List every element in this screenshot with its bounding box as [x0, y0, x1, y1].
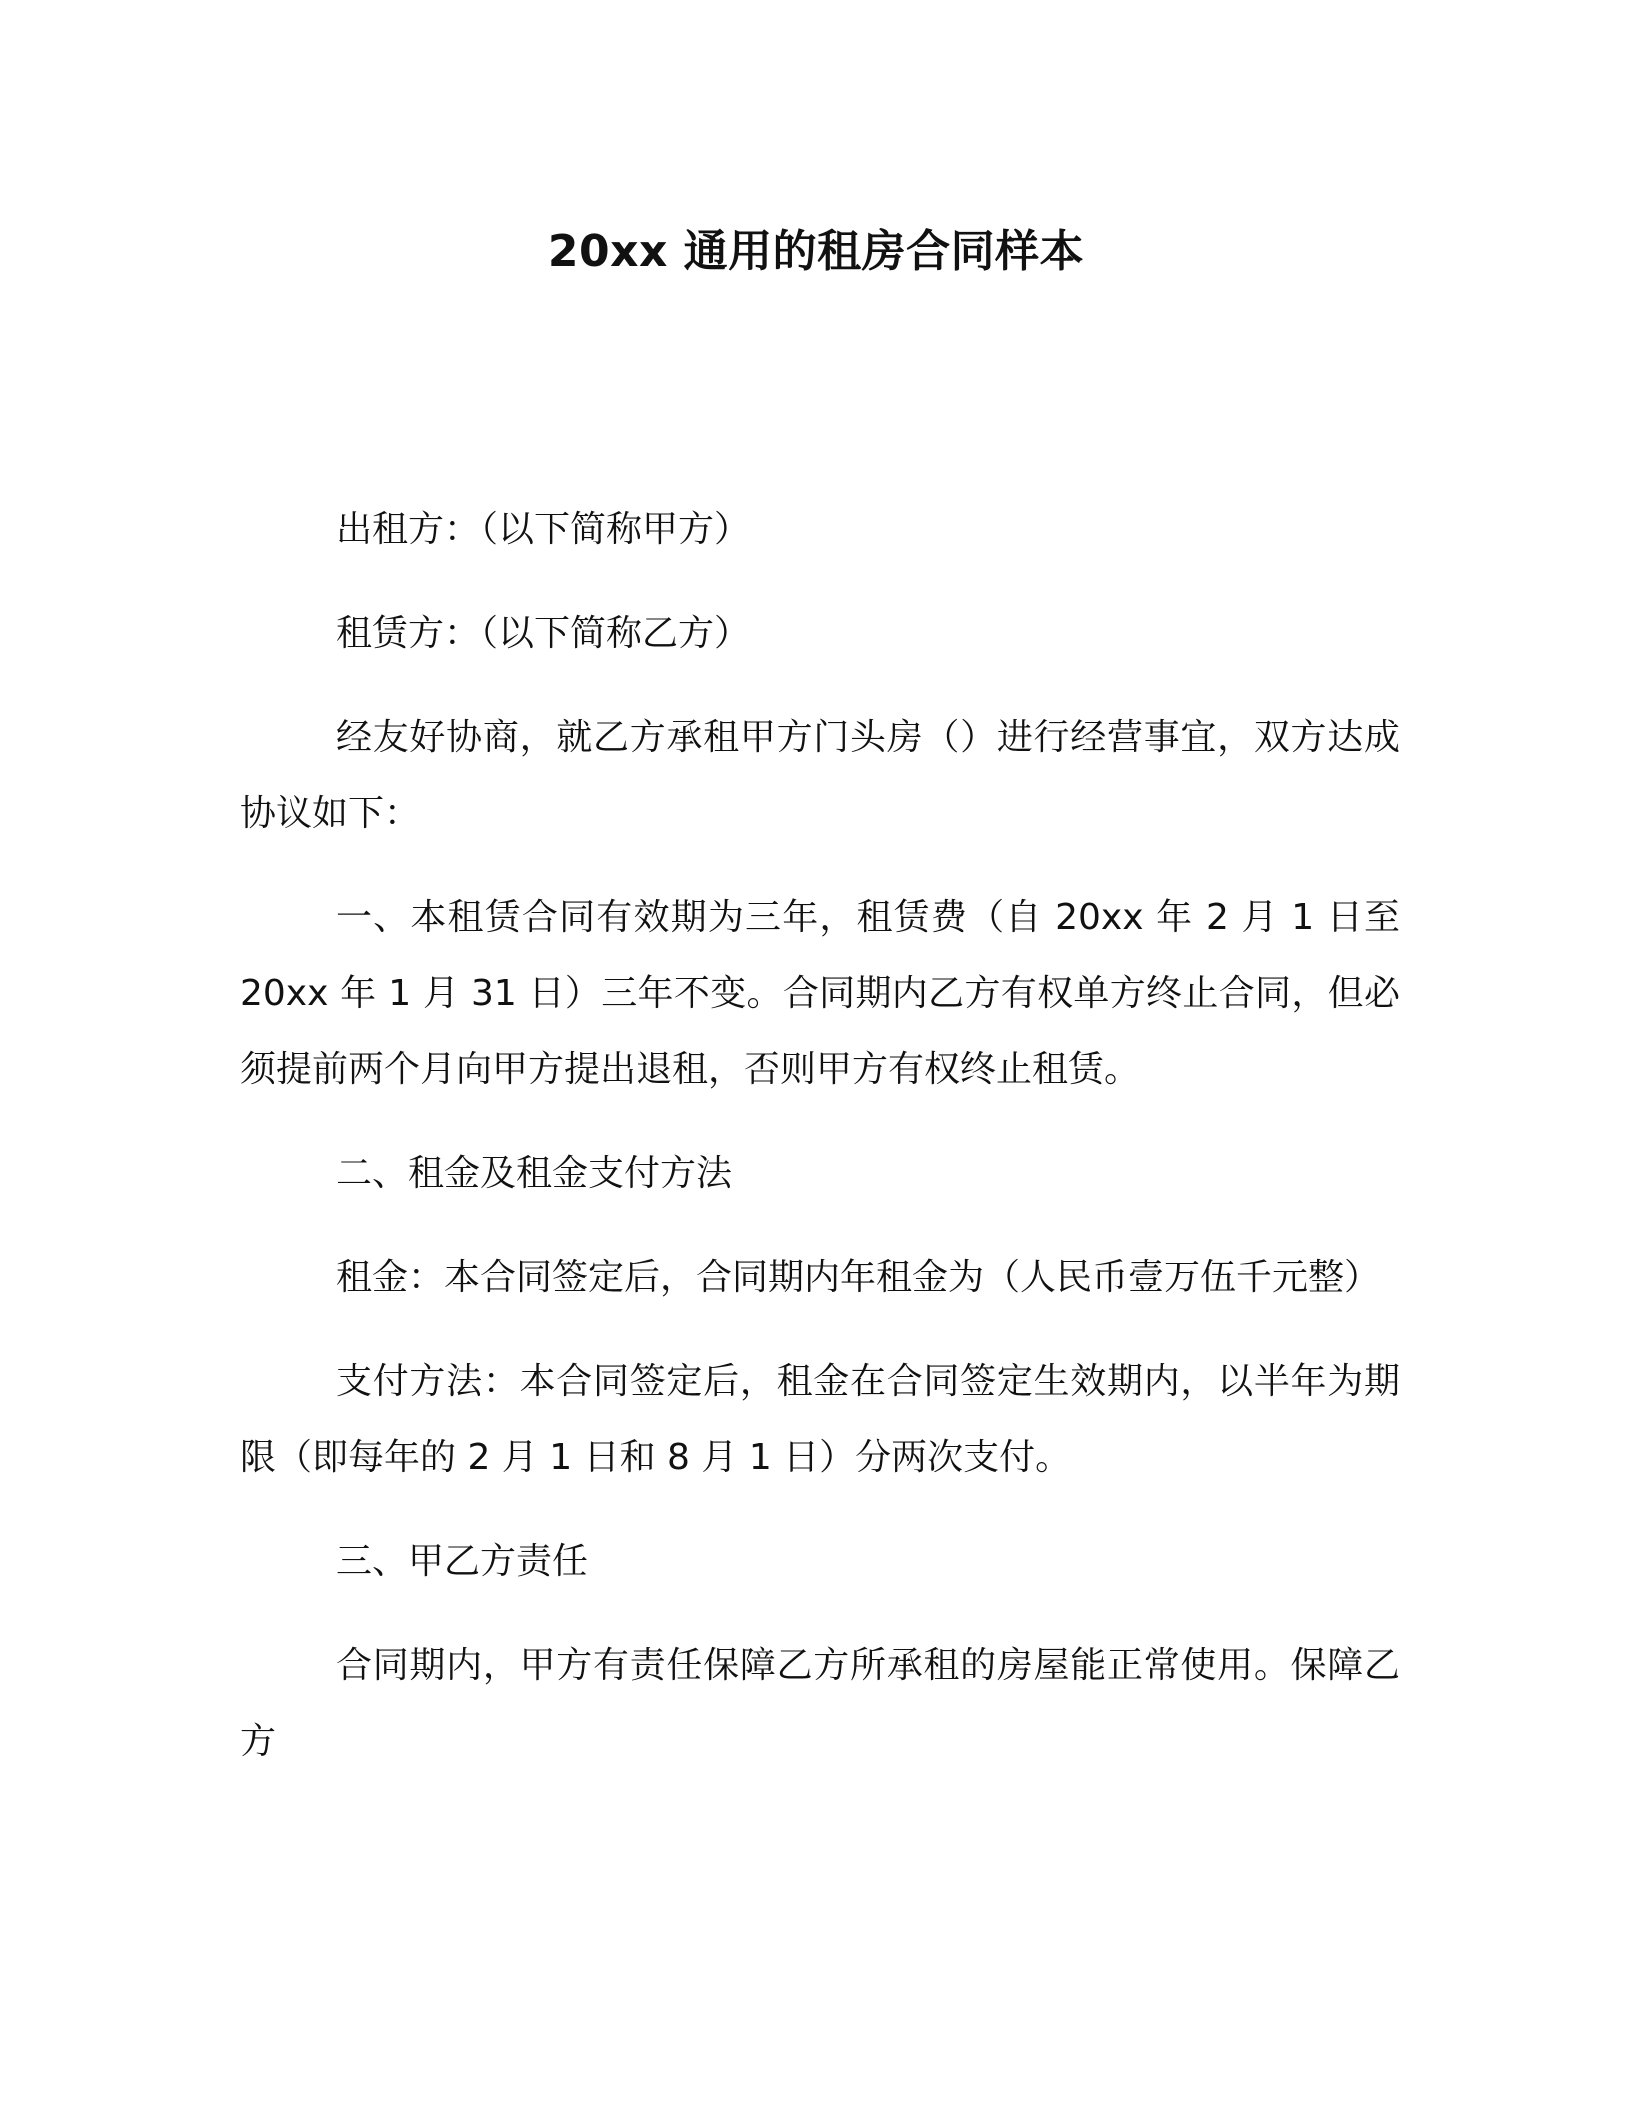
clause-three-text: 合同期内，甲方有责任保障乙方所承租的房屋能正常使用。保障乙方 — [240, 1645, 1400, 1762]
rent-amount: 租金：本合同签定后，合同期内年租金为（人民币壹万伍千元整） — [336, 1257, 1381, 1298]
clause-two-heading: 二、租金及租金支付方法 — [336, 1153, 733, 1194]
clause-three-heading: 三、甲乙方责任 — [336, 1541, 589, 1582]
document-title: 20xx 通用的租房合同样本 — [547, 226, 1085, 277]
clause-one: 一、本租赁合同有效期为三年，租赁费（自 20xx 年 2 月 1 日至 20xx 年 1 月 31 日）三年不变。合同期内乙方有权单方终止合同，但必须提前两个月向甲方提出退租，否则甲方有权终止租赁。 — [240, 897, 1400, 1090]
payment-method: 支付方法：本合同签定后，租金在合同签定生效期内，以半年为期限（即每年的 2 月 1 日和 8 月 1 日）分两次支付。 — [240, 1361, 1400, 1478]
lessor-line: 出租方：（以下简称甲方） — [336, 509, 751, 550]
agreement-intro: 经友好协商，就乙方承租甲方门头房（）进行经营事宜，双方达成协议如下： — [240, 717, 1400, 834]
document-body — [240, 492, 1400, 1808]
lessee-line: 租赁方：（以下简称乙方） — [336, 613, 751, 654]
